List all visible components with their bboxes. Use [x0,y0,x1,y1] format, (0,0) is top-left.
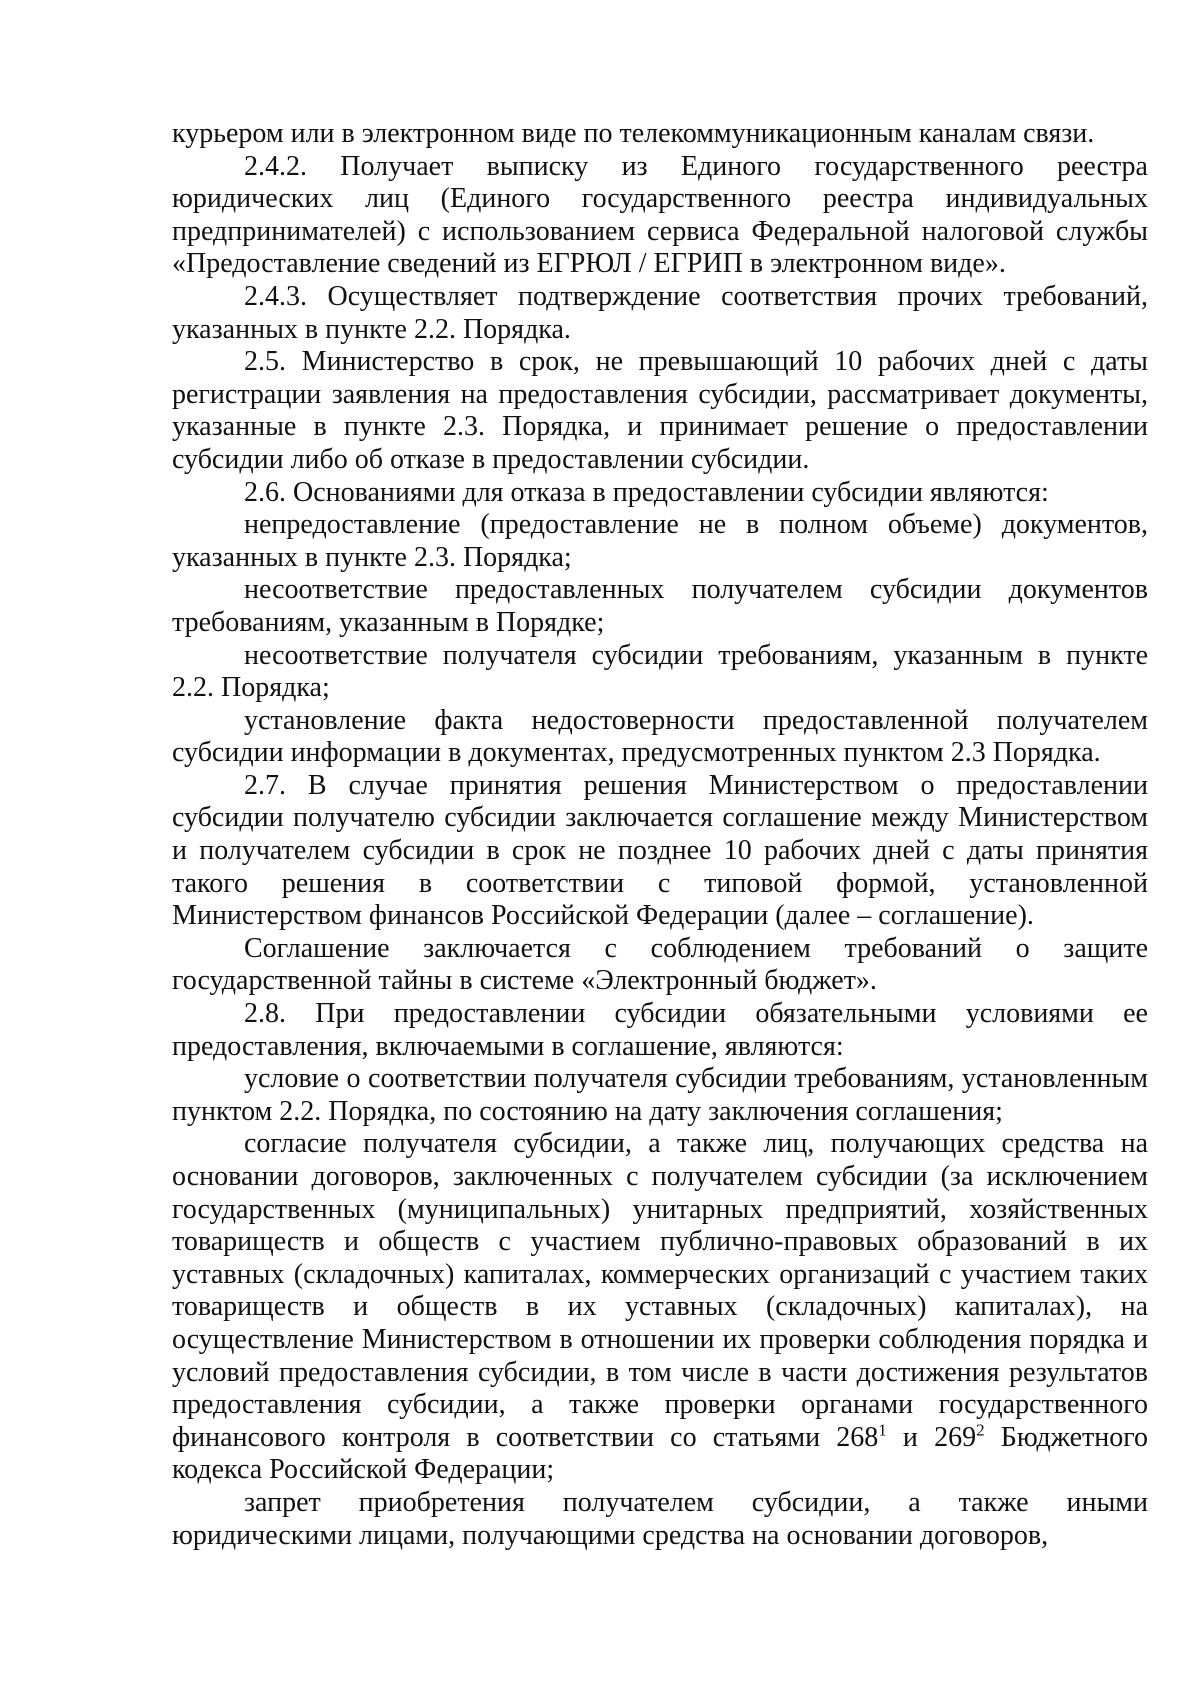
paragraph-refusal-3: несоответствие получателя субсидии требованиям, указанным в пункте 2.2. Порядка; [172,639,1148,704]
paragraph-2-6: 2.6. Основаниями для отказа в предоставлении субсидии являются: [244,476,1049,508]
superscript-1: 1 [878,1420,887,1440]
paragraph-2-7: 2.7. В случае принятия решения Министерством о предоставлении субсидии получателю субсидии заключается соглашение между Министерством и получателем субсидии в срок не позднее 10 рабочих дней с даты принятия такого решения в соответствии с типовой формой, установленной Министерством финансов Российской Федерации (далее – соглашение). [172,769,1148,932]
paragraph-2-5: 2.5. Министерство в срок, не превышающий 10 рабочих дней с даты регистрации заявления на предоставления субсидии, рассматривает документы, указанные в пункте 2.3. Порядка, и принимает решение о предоставлении субсидии либо об отказе в предоставлении субсидии. [172,346,1148,475]
paragraph-2-8: 2.8. При предоставлении субсидии обязательными условиями ее предоставления, включаемыми в соглашение, являются: [172,998,1148,1062]
paragraph-refusal-2: несоответствие предоставленных получателем субсидии документов требованиям, указанным в Порядке; [172,574,1148,638]
document-page [172,118,1148,1638]
paragraph-condition-2-text-b: и 269 [886,1421,977,1453]
paragraph-condition-2-text-a: согласие получателя субсидии, а также лиц, получающих средства на основании договоров, заключенных с получателем субсидии (за исключением государственных (муниципальных) унитарных предприятий, хозяйственных товариществ и обществ с участием публично-правовых образований в их уставных (складочных) капиталах, коммерческих организаций с участием таких товариществ и обществ в их уставных (складочных) капиталах), на осуществление Министерством в отношении их проверки соблюдения порядка и условий предоставления субсидии, в том числе в части достижения результатов предоставления субсидии, а также проверки органами государственного финансового контроля в соответствии со статьями 268 [172,1128,1148,1453]
paragraph-refusal-1: непредоставление (предоставление не в полном объеме) документов, указанных в пункте 2.3. Порядка; [172,509,1148,573]
superscript-2: 2 [976,1420,985,1440]
paragraph-prohibition: запрет приобретения получателем субсидии, а также иными юридическими лицами, получающими средства на основании договоров, [172,1486,1148,1551]
paragraph-condition-2 [172,1128,1148,1487]
paragraph-agreement: Соглашение заключается с соблюдением требований о защите государственной тайны в системе «Электронный бюджет». [172,932,1148,997]
paragraph-continuation: курьером или в электронном виде по телекоммуникационным каналам связи. [172,118,1095,149]
paragraph-condition-2-text-c: Бюджетного кодекса Российской Федерации; [172,1421,1149,1486]
paragraph-2-4-3: 2.4.3. Осуществляет подтверждение соответствия прочих требований, указанных в пункте 2.2. Порядка. [172,280,1148,345]
paragraph-2-4-2: 2.4.2. Получает выписку из Единого государственного реестра юридических лиц (Единого государственного реестра индивидуальных предпринимателей) с использованием сервиса Федеральной налоговой службы «Предоставление сведений из ЕГРЮЛ / ЕГРИП в электронном виде». [172,150,1148,280]
paragraph-condition-1: условие о соответствии получателя субсидии требованиям, установленным пунктом 2.2. Порядка, по состоянию на дату заключения соглашения; [172,1063,1148,1127]
paragraph-refusal-4: установление факта недостоверности предоставленной получателем субсидии информации в документах, предусмотренных пунктом 2.3 Порядка. [172,704,1148,769]
